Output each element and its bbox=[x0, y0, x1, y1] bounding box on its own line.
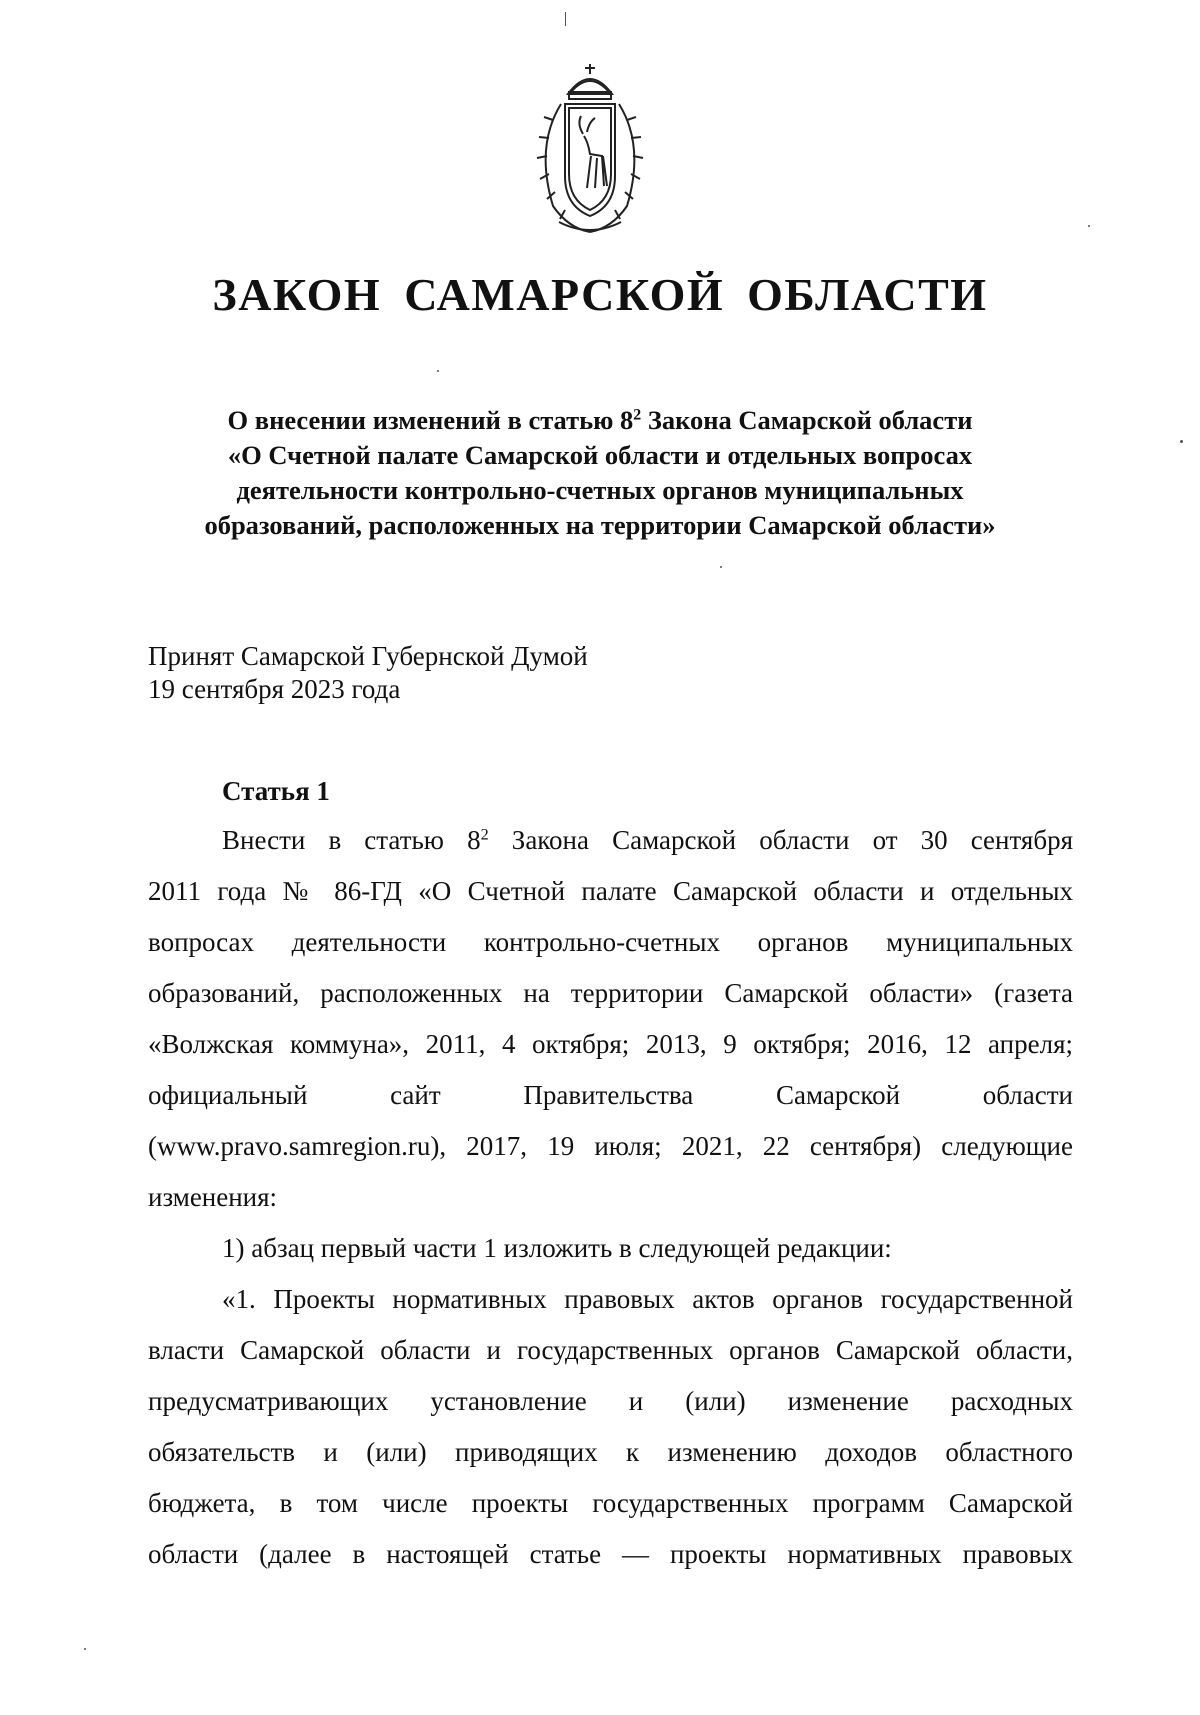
list-item: 1) абзац первый части 1 изложить в следующей редакции: bbox=[222, 1233, 892, 1263]
adoption-body: Принят Самарской Губернской Думой bbox=[148, 641, 588, 671]
quote-line: области (далее в настоящей статье — проекты нормативных правовых bbox=[148, 1539, 1073, 1569]
quote-line: предусматривающих установление и (или) изменение расходных bbox=[148, 1386, 1073, 1416]
subtitle-line: О внесении изменений в статью $8^2$ Закона Самарской области bbox=[227, 405, 973, 435]
samara-coat-of-arms-icon bbox=[523, 56, 657, 236]
quote-line: обязательств и (или) приводящих к изменению доходов областного bbox=[148, 1437, 1073, 1467]
article-heading: Статья 1 bbox=[222, 776, 330, 806]
scan-speck bbox=[720, 566, 722, 568]
subtitle-line: образований, расположенных на территории Самарской области» bbox=[204, 510, 996, 540]
article-body bbox=[148, 815, 1073, 1580]
law-title: ЗАКОН САМАРСКОЙ ОБЛАСТИ bbox=[212, 269, 988, 320]
quote-line: «1. Проекты нормативных правовых актов органов государственной bbox=[222, 1284, 1073, 1314]
body-line: 2011 года № 86-ГД «О Счетной палате Самарской области и отдельных bbox=[148, 876, 1073, 906]
body-line: образований, расположенных на территории Самарской области» (газета bbox=[148, 978, 1073, 1008]
body-line: официальный сайт Правительства Самарской области bbox=[148, 1080, 1073, 1110]
body-line: изменения: bbox=[148, 1182, 278, 1212]
scan-speck bbox=[565, 12, 566, 26]
body-line: Внести в статью $8^2$ Закона Самарской области от 30 сентября bbox=[222, 825, 1074, 855]
body-line: вопросах деятельности контрольно-счетных органов муниципальных bbox=[148, 927, 1073, 957]
subtitle-line: «О Счетной палате Самарской области и отдельных вопросах bbox=[227, 440, 973, 470]
scan-speck bbox=[437, 370, 439, 372]
body-line: «Волжская коммуна», 2011, 4 октября; 2013, 9 октября; 2016, 12 апреля; bbox=[148, 1029, 1073, 1059]
subtitle-line: деятельности контрольно-счетных органов муниципальных bbox=[236, 475, 964, 505]
body-line: (www.pravo.samregion.ru), 2017, 19 июля; 2021, 22 сентября) следующие bbox=[148, 1131, 1073, 1161]
scan-speck bbox=[1088, 225, 1090, 227]
adoption-date: 19 сентября 2023 года bbox=[148, 674, 401, 704]
quote-line: власти Самарской области и государственных органов Самарской области, bbox=[148, 1335, 1073, 1365]
quote-line: бюджета, в том числе проекты государственных программ Самарской bbox=[148, 1488, 1073, 1518]
scan-speck bbox=[1180, 440, 1183, 443]
adoption-info bbox=[148, 640, 588, 706]
law-subtitle bbox=[150, 403, 1050, 543]
scan-speck bbox=[84, 1648, 86, 1650]
